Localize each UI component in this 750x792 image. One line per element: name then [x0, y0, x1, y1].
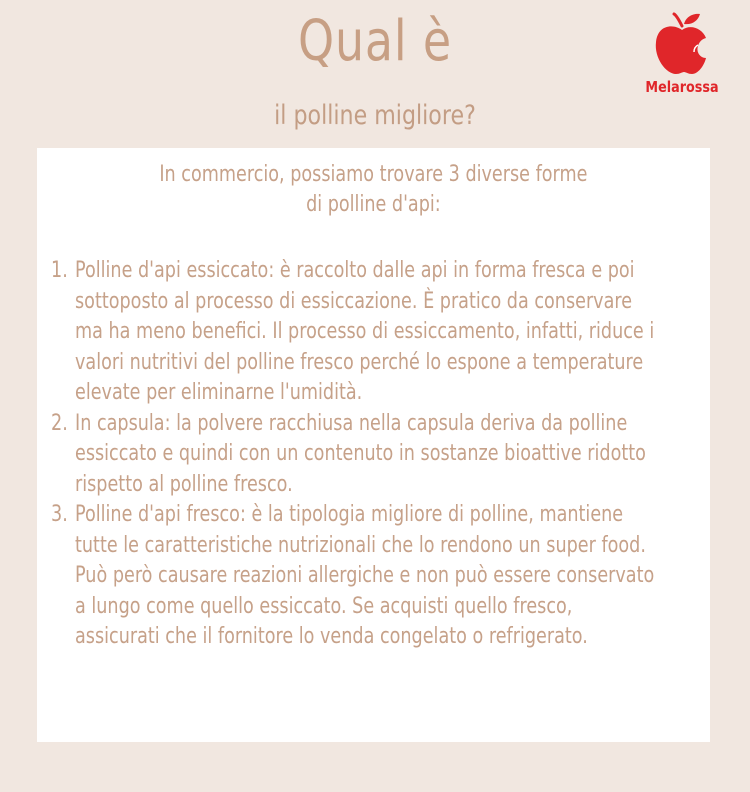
page-title: Qual è [298, 9, 452, 74]
list-item-number: 1. [51, 258, 68, 283]
list-item-number: 2. [51, 410, 68, 436]
list-item-text: In capsula: la polvere racchiusa nella capsula deriva da polline essiccato e quindi con un contenuto in sostanze bioattive ridotto rispetto al polline fresco. [75, 410, 646, 497]
list-item [51, 500, 659, 653]
list-item-number: 3. [51, 502, 68, 527]
brand-name: Melarossa [645, 78, 719, 96]
apple-icon [652, 12, 712, 76]
page-subtitle: il polline migliore? [274, 100, 476, 131]
intro-text [104, 160, 642, 220]
intro-line-1: In commercio, possiamo trovare 3 diverse forme [159, 162, 588, 187]
list-item [51, 409, 659, 501]
list-item [51, 256, 659, 409]
list-item-text: Polline d'api fresco: è la tipologia migliore di polline, mantiene tutte le caratteristiche nutrizionali che lo rendono un super food. Può però causare reazioni allergiche e non può essere conservato a lungo come quello essiccato. Se acquisti quello fresco, assicurati che il fornitore lo venda congelato o refrigerato. [75, 502, 655, 649]
brand-logo [632, 12, 732, 102]
list-item-text: Polline d'api essiccato: è raccolto dalle api in forma fresca e poi sottoposto al processo di essiccazione. È pratico da conservare ma ha meno benefici. Il processo di essiccamento, infatti, riduce i valori nutritivi del polline fresco perché lo espone a temperature elevate per eliminarne l'umidità. [75, 258, 655, 405]
intro-line-2: di polline d'api: [306, 192, 441, 217]
content-card [37, 148, 710, 742]
pollen-forms-list [51, 256, 659, 653]
